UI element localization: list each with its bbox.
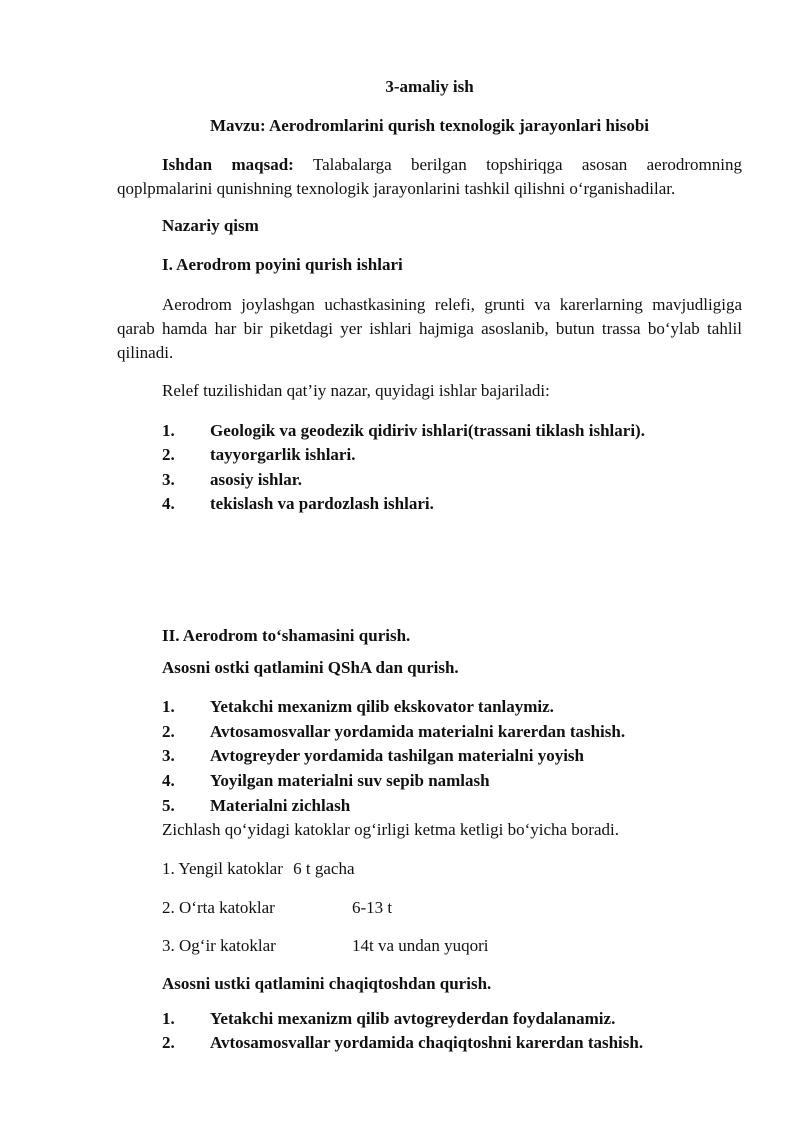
theory-heading: Nazariy qism — [162, 216, 259, 235]
document-subject: Mavzu: Aerodromlarini qurish texnologik jarayonlari hisobi — [209, 116, 650, 135]
list-item-number: 3. — [162, 470, 175, 489]
list-item-text: Geologik va geodezik qidiriv ishlari(trassani tiklash ishlari). — [210, 421, 645, 440]
list-item-number: 2. — [162, 722, 175, 741]
roller-row — [162, 898, 662, 918]
list-item-text: Avtogreyder yordamida tashilgan materialni yoyish — [210, 746, 584, 765]
goal-label: Ishdan maqsad: — [162, 155, 294, 174]
list-item-text: Avtosamosvallar yordamida materialni karerdan tashish. — [210, 722, 626, 741]
roller-row — [162, 936, 662, 956]
list-item-number: 2. — [162, 445, 175, 464]
document-title: 3-amaliy ish — [385, 77, 474, 96]
roller-value: 6 t gacha — [293, 859, 355, 878]
list-item — [162, 697, 762, 722]
list-item-number: 4. — [162, 494, 175, 513]
list-item-text: Avtosamosvallar yordamida chaqiqtoshni karerdan tashish. — [210, 1033, 644, 1052]
roller-row — [162, 859, 662, 879]
section1-heading: I. Aerodrom poyini qurish ishlari — [162, 255, 403, 274]
roller-value: 6-13 t — [352, 898, 393, 917]
list-item-text: Yoyilgan materialni suv sepib namlash — [210, 771, 490, 790]
list-item-number: 1. — [162, 421, 175, 440]
list-item-number: 1. — [162, 1009, 175, 1028]
list-item-text: Yetakchi mexanizm qilib ekskovator tanlaymiz. — [210, 697, 554, 716]
list-item — [162, 1009, 762, 1034]
section2-sub1-heading: Asosni ostki qatlamini QShA dan qurish. — [162, 658, 459, 677]
list-item-text: Yetakchi mexanizm qilib avtogreyderdan foydalanamiz. — [210, 1009, 616, 1028]
section2-sub2-heading: Asosni ustki qatlamini chaqiqtoshdan qurish. — [162, 974, 492, 993]
list-item-number: 1. — [162, 697, 175, 716]
roller-value: 14t va undan yuqori — [352, 936, 489, 955]
list-item — [162, 722, 762, 747]
list-item-text: asosiy ishlar. — [210, 470, 302, 489]
section2-heading: II. Aerodrom to‘shamasini qurish. — [162, 626, 411, 645]
list-item — [162, 1033, 762, 1058]
list-item-text: tayyorgarlik ishlari. — [210, 445, 356, 464]
list-item — [162, 771, 762, 796]
list-item-number: 2. — [162, 1033, 175, 1052]
list-item-text: tekislash va pardozlash ishlari. — [210, 494, 434, 513]
list-item-number: 4. — [162, 771, 175, 790]
list-item — [162, 445, 762, 470]
goal-text: Talabalarga berilgan topshiriqga asosan aerodromning qoplpmalarini qunishning texnologik jarayonlarini tashkil qilishni o‘rganishadilar. — [117, 155, 742, 198]
goal-paragraph — [117, 153, 742, 201]
list-item — [162, 470, 762, 495]
list-item — [162, 494, 762, 519]
list-item — [162, 421, 762, 446]
list-item-text: Materialni zichlash — [210, 796, 351, 815]
section1-intro: Relef tuzilishidan qat’iy nazar, quyidagi ishlar bajariladi: — [162, 381, 550, 400]
compaction-note: Zichlash qo‘yidagi katoklar og‘irligi ketma ketligi bo‘yicha boradi. — [162, 820, 619, 839]
list-item-number: 3. — [162, 746, 175, 765]
list-item-number: 5. — [162, 796, 175, 815]
section1-paragraph: Aerodrom joylashgan uchastkasining relefi, grunti va karerlarning mavjudligiga qarab hamda har bir piketdagi yer ishlari hajmiga asoslanib, butun trassa bo‘ylab tahlil qilinadi. — [117, 295, 742, 362]
roller-label: 3. Og‘ir katoklar — [162, 936, 276, 955]
list-item — [162, 746, 762, 771]
roller-label: 2. O‘rta katoklar — [162, 898, 275, 917]
roller-label: 1. Yengil katoklar — [162, 859, 283, 878]
list-item — [162, 796, 762, 821]
